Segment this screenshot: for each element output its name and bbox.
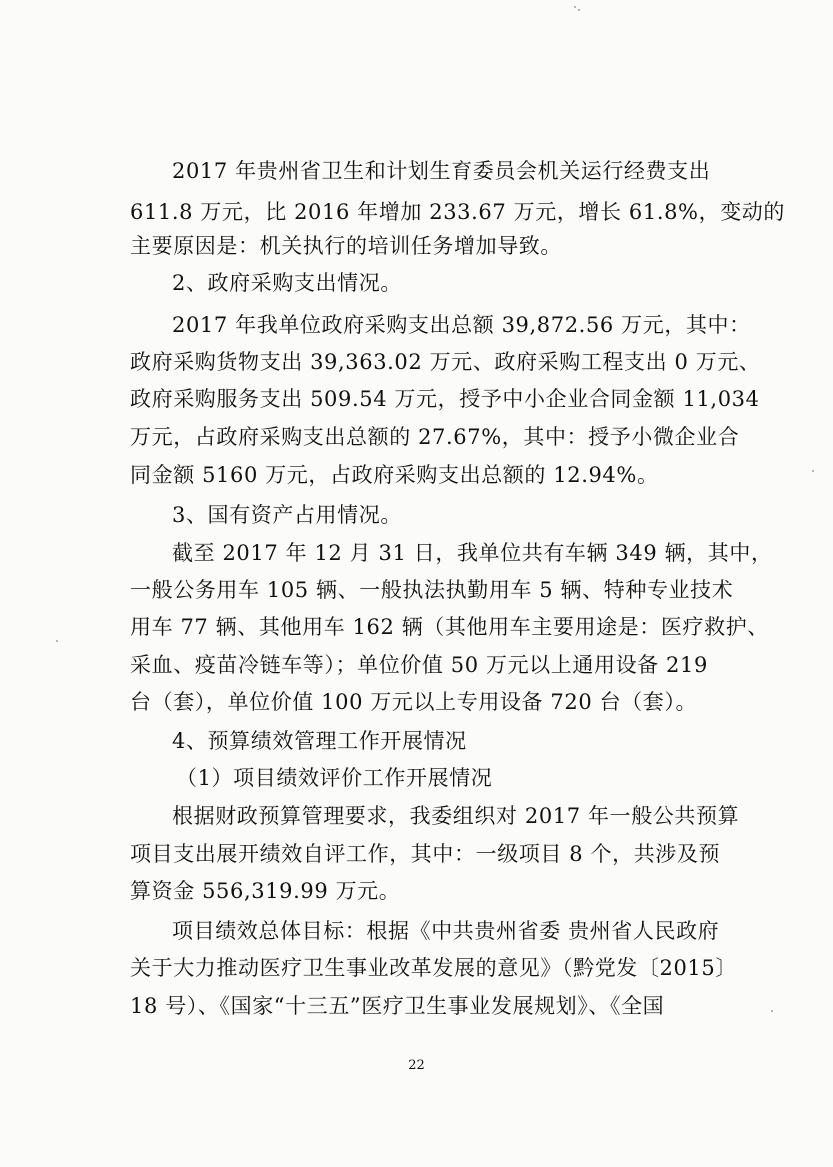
- paragraph-line: 2017 年我单位政府采购支出总额 39,872.56 万元，其中：: [172, 313, 751, 337]
- scan-speck: [56, 640, 58, 642]
- paragraph-line: 截至 2017 年 12 月 31 日，我单位共有车辆 349 辆，其中，: [172, 541, 773, 565]
- paragraph-line: 用车 77 辆、其他用车 162 辆（其他用车主要用途是：医疗救护、: [130, 615, 769, 639]
- paragraph-line: 项目支出展开绩效自评工作，其中：一级项目 8 个，共涉及预: [130, 842, 721, 866]
- paragraph-line: 关于大力推动医疗卫生事业改革发展的意见》（黔党发〔2015〕: [130, 956, 737, 980]
- paragraph-line: 项目绩效总体目标：根据《中共贵州省委 贵州省人民政府: [172, 919, 720, 943]
- section-heading: 4、预算绩效管理工作开展情况: [172, 729, 467, 753]
- scan-speck: [574, 6, 576, 8]
- scan-speck: [812, 470, 814, 472]
- section-heading: 3、国有资产占用情况。: [172, 503, 402, 527]
- paragraph-line: 同金额 5160 万元，占政府采购支出总额的 12.94%。: [130, 463, 659, 487]
- section-heading: 2、政府采购支出情况。: [172, 271, 402, 295]
- paragraph-line: 2017 年贵州省卫生和计划生育委员会机关运行经费支出: [172, 159, 711, 183]
- page-number: 22: [408, 1058, 425, 1073]
- paragraph-line: 政府采购货物支出 39,363.02 万元、政府采购工程支出 0 万元、: [130, 350, 761, 374]
- paragraph-line: 万元，占政府采购支出总额的 27.67%，其中：授予小微企业合: [130, 425, 740, 449]
- paragraph-line: 政府采购服务支出 509.54 万元，授予中小企业合同金额 11,034: [130, 387, 760, 411]
- paragraph-line: 台（套），单位价值 100 万元以上专用设备 720 台（套）。: [130, 690, 698, 714]
- subsection-heading: （1）项目绩效评价工作开展情况: [176, 766, 493, 790]
- paragraph-line: 一般公务用车 105 辆、一般执法执勤用车 5 辆、特种专业技术: [130, 578, 734, 602]
- paragraph-line: 611.8 万元，比 2016 年增加 233.67 万元，增长 61.8%，变动的: [130, 200, 786, 224]
- paragraph-line: 算资金 556,319.99 万元。: [130, 879, 401, 903]
- paragraph-line: 采血、疫苗冷链车等）；单位价值 50 万元以上通用设备 219: [130, 653, 708, 677]
- scan-speck: [771, 1010, 773, 1012]
- paragraph-line: 18 号）、《国家“十三五”医疗卫生事业发展规划》、《全国: [130, 994, 665, 1018]
- paragraph-line: 主要原因是：机关执行的培训任务增加导致。: [130, 234, 562, 258]
- paragraph-line: 根据财政预算管理要求，我委组织对 2017 年一般公共预算: [172, 804, 740, 828]
- scan-speck: [578, 9, 580, 11]
